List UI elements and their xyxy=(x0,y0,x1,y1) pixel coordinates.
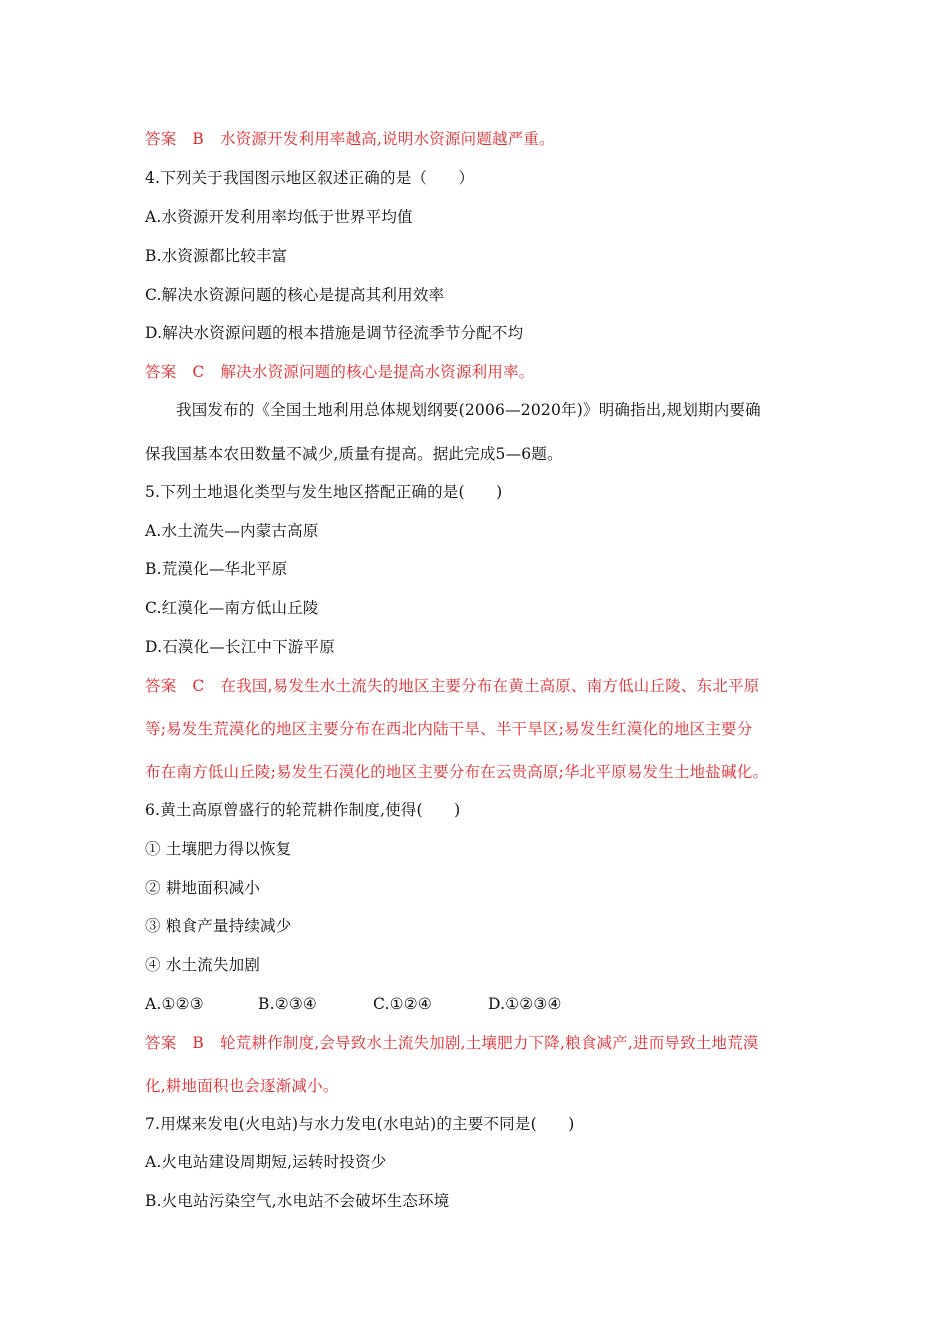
question-6-item-2: ② 耕地面积减小 xyxy=(145,879,261,897)
question-6-option-c: C.①②④ xyxy=(373,995,432,1013)
question-4: 4.下列关于我国图示地区叙述正确的是（ ） xyxy=(145,169,475,187)
answer-label: 答案 xyxy=(145,363,177,381)
answer-5 xyxy=(145,675,810,697)
question-7-option-b: B.火电站污染空气,水电站不会破坏生态环境 xyxy=(145,1192,450,1210)
answer-explanation: 解决水资源问题的核心是提高水资源利用率。 xyxy=(220,363,535,381)
question-5: 5.下列土地退化类型与发生地区搭配正确的是( ) xyxy=(145,483,503,501)
passage-line-1: 我国发布的《全国土地利用总体规划纲要(2006—2020年)》明确指出,规划期内要确 xyxy=(176,401,761,419)
answer-explanation: 在我国,易发生水土流失的地区主要分布在黄土高原、南方低山丘陵、东北平原 xyxy=(220,677,760,695)
question-6-item-3: ③ 粮食产量持续减少 xyxy=(145,917,292,935)
answer-label: 答案 xyxy=(145,677,177,695)
question-5-option-a: A.水土流失—内蒙古高原 xyxy=(145,522,319,540)
question-6: 6.黄土高原曾盛行的轮荒耕作制度,使得( ) xyxy=(145,801,461,819)
question-4-option-b: B.水资源都比较丰富 xyxy=(145,247,288,265)
answer-explanation: 水资源开发利用率越高,说明水资源问题越严重。 xyxy=(220,130,555,148)
question-6-item-4: ④ 水土流失加剧 xyxy=(145,956,261,974)
question-6-option-b: B.②③④ xyxy=(258,995,318,1013)
answer-letter: B xyxy=(192,130,204,148)
question-7-option-a: A.火电站建设周期短,运转时投资少 xyxy=(145,1153,387,1171)
answer-5-line-2: 等;易发生荒漠化的地区主要分布在西北内陆干旱、半干旱区;易发生红漠化的地区主要分 xyxy=(145,720,753,738)
question-4-option-a: A.水资源开发利用率均低于世界平均值 xyxy=(145,208,413,226)
answer-label: 答案 xyxy=(145,1034,177,1052)
answer-5-line-3: 布在南方低山丘陵;易发生石漠化的地区主要分布在云贵高原;华北平原易发生土地盐碱化。 xyxy=(145,763,769,781)
answer-label: 答案 xyxy=(145,130,177,148)
answer-6-line-2: 化,耕地面积也会逐渐减小。 xyxy=(145,1077,339,1095)
question-6-options xyxy=(145,993,810,1015)
answer-4 xyxy=(145,361,810,383)
question-5-option-b: B.荒漠化—华北平原 xyxy=(145,560,288,578)
question-4-option-d: D.解决水资源问题的根本措施是调节径流季节分配不均 xyxy=(145,324,524,342)
question-5-option-c: C.红漠化—南方低山丘陵 xyxy=(145,599,319,617)
answer-letter: C xyxy=(192,363,205,381)
answer-letter: B xyxy=(192,1034,204,1052)
question-7: 7.用煤来发电(火电站)与水力发电(水电站)的主要不同是( ) xyxy=(145,1115,575,1133)
question-6-option-d: D.①②③④ xyxy=(488,995,562,1013)
answer-6 xyxy=(145,1032,810,1054)
question-5-option-d: D.石漠化—长江中下游平原 xyxy=(145,638,335,656)
answer-letter: C xyxy=(192,677,205,695)
answer-3 xyxy=(145,128,810,150)
passage-line-2: 保我国基本农田数量不减少,质量有提高。据此完成5—6题。 xyxy=(145,445,563,463)
question-6-item-1: ① 土壤肥力得以恢复 xyxy=(145,840,292,858)
question-6-option-a: A.①②③ xyxy=(145,995,204,1013)
answer-explanation: 轮荒耕作制度,会导致水土流失加剧,土壤肥力下降,粮食减产,进而导致土地荒漠 xyxy=(220,1034,759,1052)
question-4-option-c: C.解决水资源问题的核心是提高其利用效率 xyxy=(145,286,445,304)
